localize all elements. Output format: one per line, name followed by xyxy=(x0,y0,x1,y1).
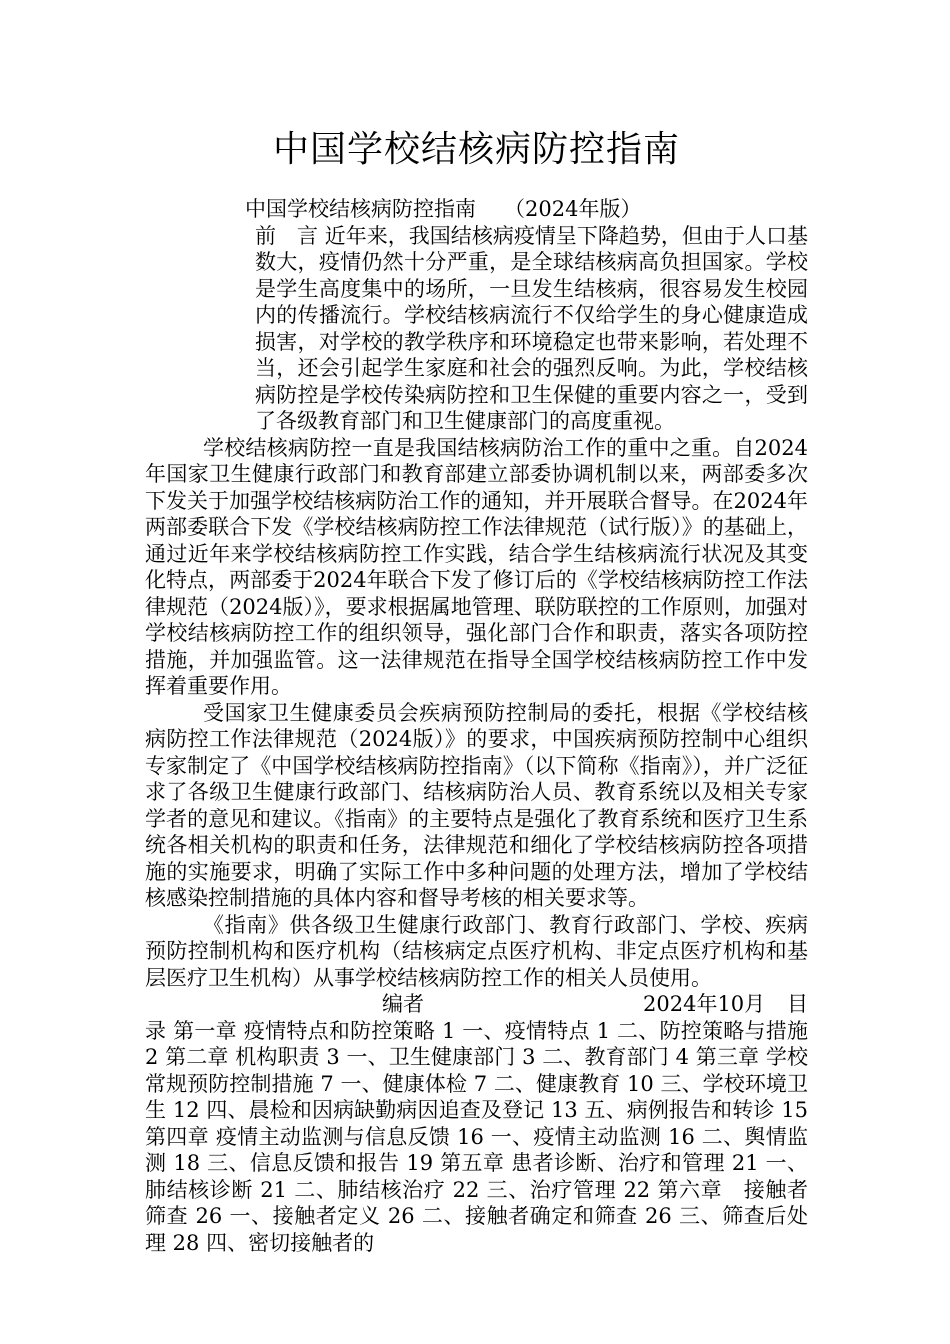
preface-label: 前 言 xyxy=(255,223,319,248)
signature-line xyxy=(145,991,808,1018)
document-body xyxy=(145,196,808,1256)
date-label: 2024年10月 xyxy=(643,992,766,1016)
document-title: 中国学校结核病防控指南 xyxy=(272,129,680,170)
document-subtitle: 中国学校结核病防控指南 xyxy=(245,197,476,221)
editor-label: 编者 xyxy=(382,992,424,1016)
subtitle-line xyxy=(145,196,808,223)
body-paragraph-2: 受国家卫生健康委员会疾病预防控制局的委托，根据《学校结核病防控工作法律规范（2024版）》的要求，中国疾病预防控制中心组织专家制定了《中国学校结核病防控指南》（以下简称《指南》），并广泛征求了各级卫生健康行政部门、结核病防治人员、教育系统以及相关专家学者的意见和建议。《指南》的主要特点是强化了教育系统和医疗卫生系统各相关机构的职责和任务，法律规范和细化了学校结核病防控各项措施的实施要求，明确了实际工作中多种问题的处理方法，增加了学校结核感染控制措施的具体内容和督导考核的相关要求等。 xyxy=(145,700,808,910)
body-paragraph-3: 《指南》供各级卫生健康行政部门、教育行政部门、学校、疾病预防控制机构和医疗机构（结核病定点医疗机构、非定点医疗机构和基层医疗卫生机构）从事学校结核病防控工作的相关人员使用。 xyxy=(145,912,808,990)
preface-text: 近年来，我国结核病疫情呈下降趋势，但由于人口基数大，疫情仍然十分严重，是全球结核病高负担国家。学校是学生高度集中的场所，一旦发生结核病，很容易发生校园内的传播流行。学校结核病流行不仅给学生的身心健康造成损害，对学校的教学秩序和环境稳定也带来影响，若处理不当，还会引起学生家庭和社会的强烈反响。为此，学校结核病防控是学校传染病防控和卫生保健的重要内容之一，受到了各级教育部门和卫生健康部门的高度重视。 xyxy=(255,223,808,433)
edition-label: （2024年版） xyxy=(504,197,642,221)
preface-paragraph xyxy=(145,223,808,435)
toc-heading-start: 目 xyxy=(787,992,808,1016)
body-paragraph-1: 学校结核病防控一直是我国结核病防治工作的重中之重。自2024年国家卫生健康行政部门和教育部建立部委协调机制以来，两部委多次下发关于加强学校结核病防治工作的通知，并开展联合督导。在2024年两部委联合下发《学校结核病防控工作法律规范（试行版）》的基础上，通过近年来学校结核病防控工作实践，结合学生结核病流行状况及其变化特点，两部委于2024年联合下发了修订后的《学校结核病防控工作法律规范（2024版）》，要求根据属地管理、联防联控的工作原则，加强对学校结核病防控工作的组织领导，强化部门合作和职责，落实各项防控措施，并加强监管。这一法律规范在指导全国学校结核病防控工作中发挥着重要作用。 xyxy=(145,435,808,698)
table-of-contents: 录 第一章 疫情特点和防控策略 1 一、疫情特点 1 二、防控策略与措施 2 第二章 机构职责 3 一、卫生健康部门 3 二、教育部门 4 第三章 学校常规预防控制措施 7 一、健康体检 7 二、健康教育 10 三、学校环境卫生 12 四、晨检和因病缺勤病因追查及登记 13 五、病例报告和转诊 15 第四章 疫情主动监测与信息反馈 16 一、疫情主动监测 16 二、舆情监测 18 三、信息反馈和报告 19 第五章 患者诊断、治疗和管理 21 一、肺结核诊断 21 二、肺结核治疗 22 三、治疗管理 22 第六章 接触者筛查 26 一、接触者定义 26 二、接触者确定和筛查 26 三、筛查后处理 28 四、密切接触者的 xyxy=(145,1018,808,1255)
